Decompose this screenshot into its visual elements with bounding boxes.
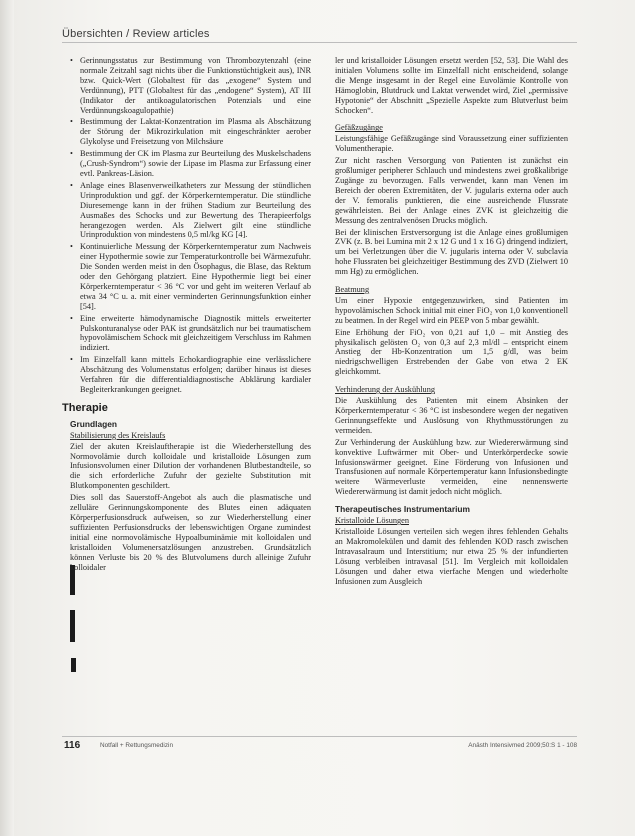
paragraph: Die Auskühlung des Patienten mit einem Absinken der Körperkerntemperatur < 36 °C ist insbesondere wegen der negativen Gerinnungseffekte und Auslösung von Rhythmusstörungen zu vermeiden. xyxy=(335,396,568,435)
paragraph: Zur nicht raschen Versorgung von Patienten ist zunächst ein großlumiger peripherer Schlauch und mindestens zwei großkalibrige Zugänge zu bevorzugen. Falls verwendet, kann man Venen im Bereich der oberen Extremitäten, der V. jugularis externa oder auch der V. femoralis punktieren, die eine ausreichende Flussrate gewährleisten. Bei der Anlage eines ZVK ist gleichzeitig die Messung des zentralvenösen Drucks möglich. xyxy=(335,156,568,225)
section-beatmung xyxy=(335,285,568,377)
subheading: Gefäßzugänge xyxy=(335,123,383,133)
paragraph: ler und kristalloider Lösungen ersetzt werden [52, 53]. Die Wahl des initialen Volumens sollte im Einzelfall nicht entscheidend, solange die Menge insgesamt in der Regel eine Euvolämie Kontrolle von Hämoglobin, Blutdruck und Laktat verwendet wird, Ziel „permissive Hypotonie“ der Abschnitt „Spezielle Aspekte zum Blutverlust beim Schocken“. xyxy=(335,56,568,115)
subheading: Therapeutisches Instrumentarium xyxy=(335,504,470,515)
list-item: • Bestimmung der Laktat-Konzentration im Plasma als Abschätzung der Störung der Mikrozirkulation mit eingeschränkter aerober Glykolyse und Freisetzung von Milchsäure xyxy=(70,117,311,147)
section-heading-therapy: Therapie xyxy=(62,401,108,414)
paragraph: Leistungsfähige Gefäßzugänge sind Voraussetzung einer suffizienten Volumentherapie. xyxy=(335,134,568,154)
subheading: Kristalloide Lösungen xyxy=(335,516,409,526)
list-item: • Gerinnungsstatus zur Bestimmung von Thrombozytenzahl (eine normale Zeitzahl sagt nichts über die Funktionstüchtigkeit aus), INR bzw. Quick-Wert (Globaltest für das „exogene“ System und Verdünnung), PTT (Globaltest für das „endogene“ System), AT III (Indikator der antikoagulatorischen Potenzials und eine Verdünnungskoagulopathie) xyxy=(70,56,311,115)
list-item: • Bestimmung der CK im Plasma zur Beurteilung des Muskelschadens („Crush-Syndrom“) sowie der Lipase im Plasma zur Erfassung einer evtl. Pankreas-Läsion. xyxy=(70,149,311,178)
diagnostic-list xyxy=(70,56,311,395)
subheading: Beatmung xyxy=(335,285,370,295)
paragraph: Ziel der akuten Kreislauftherapie ist die Wiederherstellung des Normovolämie durch kolloidale und kristalloide Lösungen zum Infusionsvolumen einer Dilution der vorhandenen Blutbestandteile, so die sich erforderliche Zufuhr der gezielte Substitution mit Blutkomponenten geschildert. xyxy=(70,441,311,491)
paragraph: Um einer Hypoxie entgegenzuwirken, sind Patienten im hypovolämischen Schock initial mit einer FiO₂ von 1,0 konventionell zu beatmen. In der Regel wird ein PEEP von 5 mbar gewählt. xyxy=(335,295,568,325)
margin-marker xyxy=(71,658,76,672)
journal-name: Notfall + Rettungsmedizin xyxy=(100,742,173,749)
list-item: • Anlage eines Blasenverweilkatheters zur Messung der stündlichen Urinproduktion und ggf. der Körperkerntemperatur. Die stündliche Diuresemenge kann in der frühen Stadium zur Beurteilung des Ausmaßes des Schocks und zur Bewertung des Therapieerfolgs herangezogen werden. Als Zielwert gilt eine stündliche Urinproduktion von mindestens 0,5 ml/kg KG [4]. xyxy=(70,180,311,240)
paragraph: Dies soll das Sauerstoff-Angebot als auch die plasmatische und zelluläre Gerinnungskomponente des Blutes einen adäquaten Körperperfusionsdruck aufweisen, so zur Wiederherstellung einer suffizienten Perfusionsdrucks der lebenswichtigen Organe zumindest initial eine normovolämische Hypoalbuminämie mit kolloidalen und kristalloiden Volumenersatzlösungen anzustreben. Grundsätzlich können Verluste bis 20 % des Blutvolumens durch alleinige Zufuhr kolloidaler xyxy=(70,493,311,572)
list-item: • Im Einzelfall kann mittels Echokardiographie eine verlässlichere Abschätzung des Volumenstatus erfolgen; darüber hinaus ist dieses Verfahren für die differentialdiagnostische Abklärung kardialer Begleiterkrankungen geeignet. xyxy=(70,355,311,394)
section-instrumentarium xyxy=(335,505,568,586)
page-edge-shadow xyxy=(0,0,14,836)
margin-marker xyxy=(70,610,75,642)
page-header: Übersichten / Review articles xyxy=(62,28,577,43)
right-column xyxy=(335,56,568,588)
section-gefaesszugaenge xyxy=(335,123,568,277)
paragraph: Zur Verhinderung der Auskühlung bzw. zur Wiedererwärmung sind konvektive Luftwärmer mit Ober- und Unterkörperdecke sowie Infusionswärmer geeignet. Eine Förderung von Infusionen und Transfusionen auf normale Körpertemperatur kann Infusionsbedingte weitere Wärmeverluste vermeiden, eine nennenswerte Wiedererwärmung ist damit jedoch nicht möglich. xyxy=(335,437,568,497)
left-column xyxy=(62,56,311,574)
list-item: • Eine erweiterte hämodynamische Diagnostik mittels erweiterter Pulskonturanalyse oder PAK ist grundsätzlich nur bei traumatischem hypovolämischem Schock mit gleichzeitigem Verschluss im Rahmen indiziert. xyxy=(70,313,311,353)
section-auskuehlung xyxy=(335,385,568,497)
citation: Anästh Intensivmed 2009;50:S 1 - 108 xyxy=(468,742,577,749)
paragraph: Eine Erhöhung der FiO₂ von 0,21 auf 1,0 – mit Anstieg des physikalisch gelösten O₂ von 0,3 auf 2,3 ml/dl – entspricht einem Anstieg der Hb-Konzentration um 1,5 g/dl, was beim niedrigschwelligen Erstrebenden der Gabe von etwa 2 EK gleichkommt. xyxy=(335,327,568,377)
subheading-grundlagen: Grundlagen xyxy=(70,418,117,429)
page-number: 116 xyxy=(64,740,81,751)
list-item: • Kontinuierliche Messung der Körperkerntemperatur zum Nachweis einer Hypothermie sowie zur Temperaturkontrolle bei Wärmezufuhr. Die Sonden werden meist in den Ösophagus, die Blase, das Rektum oder den Gehörgang platziert. Eine Hypothermie liegt bei einer Körperkerntemperatur < 36 °C vor und geht im weiteren Verlauf ab etwa 34 °C u. a. mit einer verminderten Gerinnungsfunktion einher [54]. xyxy=(70,242,311,311)
page-footer xyxy=(62,736,577,753)
paragraph: Bei der klinischen Erstversorgung ist die Anlage eines großlumigen ZVK (z. B. bei Lumina mit 2 x 12 G und 1 x 16 G) dringend indiziert, um bei Verletzungen über die V. jugularis interna oder V. subclavia hohe Flussraten bei gleichzeitiger Bestimmung des ZVD (Zielwert 10 mm Hg) zu ermöglichen. xyxy=(335,227,568,277)
subheading: Verhinderung der Auskühlung xyxy=(335,385,436,395)
subheading-stabilisierung: Stabilisierung des Kreislaufs xyxy=(70,430,166,440)
paragraph: Kristalloide Lösungen verteilen sich wegen ihres fehlenden Gehalts an Makromolekülen und damit des fehlenden KOD rasch zwischen Intravasalraum und Interstitium; nur etwa 25 % der infundierten Lösung verbleiben intravasal [51]. Im Vergleich mit kolloidalen Lösungen und daher etwa vierfache Mengen und wiederholte Infusionen zum Ausgleich xyxy=(335,526,568,586)
